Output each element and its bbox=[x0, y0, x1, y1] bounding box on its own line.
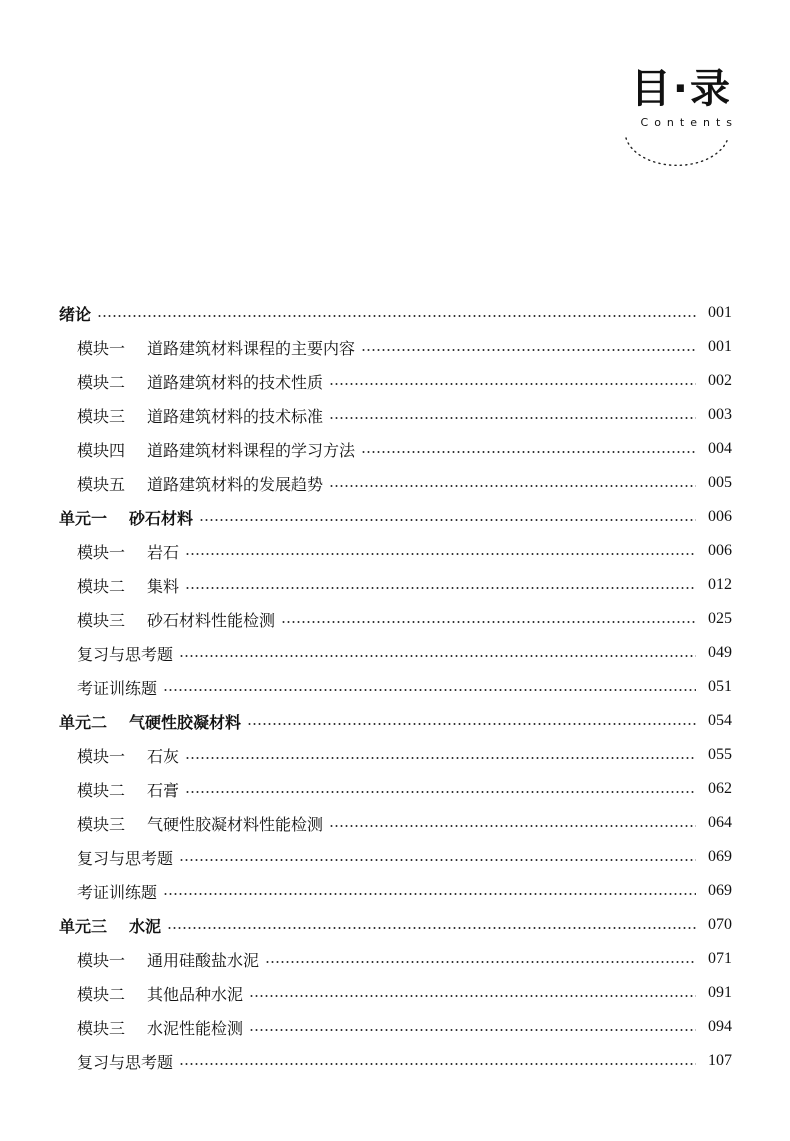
toc-page-number: 069 bbox=[708, 848, 732, 865]
toc-entry-title: 砂石材料性能检测 bbox=[147, 610, 276, 630]
toc-entry-title: 通用硅酸盐水泥 bbox=[147, 950, 260, 970]
toc-entry-row[interactable] bbox=[59, 364, 732, 398]
dot-leader bbox=[329, 825, 696, 827]
toc-entry-label bbox=[77, 404, 323, 427]
toc-page-number: 049 bbox=[708, 644, 732, 661]
toc-entry-label bbox=[77, 336, 355, 359]
toc-entry-label bbox=[77, 1050, 173, 1073]
toc-page-number: 069 bbox=[708, 882, 732, 899]
toc-entry-row[interactable] bbox=[59, 466, 732, 500]
toc-page-number: 004 bbox=[708, 440, 732, 457]
toc-entry-label bbox=[77, 1016, 243, 1039]
toc-entry-title: 考证训练题 bbox=[77, 882, 158, 902]
toc-entry-module: 模块二 bbox=[77, 780, 126, 800]
toc-entry-row[interactable] bbox=[59, 772, 732, 806]
dotted-arc-decoration bbox=[622, 124, 732, 184]
toc-entry-title: 砂石材料 bbox=[129, 508, 194, 528]
toc-entry-title: 复习与思考题 bbox=[77, 848, 174, 868]
toc-page-number: 003 bbox=[708, 406, 732, 423]
toc-entry-module: 单元三 bbox=[59, 916, 108, 936]
toc-entry-title: 绪论 bbox=[59, 304, 92, 324]
toc-entry-label bbox=[59, 710, 241, 733]
toc-page-number: 001 bbox=[708, 338, 732, 355]
toc-entry-row[interactable] bbox=[59, 432, 732, 466]
toc-entry-module: 模块四 bbox=[77, 440, 126, 460]
toc-page-number: 012 bbox=[708, 576, 732, 593]
toc-entry-row[interactable] bbox=[59, 942, 732, 976]
toc-entry-label bbox=[77, 642, 173, 665]
dot-leader bbox=[361, 451, 696, 453]
dot-leader bbox=[179, 655, 696, 657]
toc-entry-title: 石膏 bbox=[147, 780, 180, 800]
toc-entry-title: 集料 bbox=[147, 576, 180, 596]
toc-entry-label bbox=[77, 880, 157, 903]
toc-entry-label bbox=[77, 472, 323, 495]
toc-entry-module: 模块三 bbox=[77, 406, 126, 426]
toc-entry-row[interactable] bbox=[59, 636, 732, 670]
dot-leader bbox=[163, 689, 696, 691]
toc-entry-row[interactable] bbox=[59, 840, 732, 874]
toc-entry-module: 模块一 bbox=[77, 950, 126, 970]
toc-page-number: 006 bbox=[708, 508, 732, 525]
toc-entry-label bbox=[77, 608, 275, 631]
toc-entry-module: 单元一 bbox=[59, 508, 108, 528]
toc-page-number: 071 bbox=[708, 950, 732, 967]
toc-page-number: 005 bbox=[708, 474, 732, 491]
toc-entry-label bbox=[77, 744, 179, 767]
toc-page-number: 094 bbox=[708, 1018, 732, 1035]
dot-leader bbox=[329, 485, 696, 487]
dot-leader bbox=[185, 791, 696, 793]
toc-entry-row[interactable] bbox=[59, 1044, 732, 1078]
toc-page-number: 001 bbox=[708, 304, 732, 321]
toc-entry-row[interactable] bbox=[59, 670, 732, 704]
toc-entry-row[interactable] bbox=[59, 534, 732, 568]
toc-page-number: 064 bbox=[708, 814, 732, 831]
toc-page-number: 006 bbox=[708, 542, 732, 559]
toc-entry-label bbox=[59, 302, 91, 325]
toc-page-number: 002 bbox=[708, 372, 732, 389]
dot-leader bbox=[97, 315, 696, 317]
toc-entry-title: 石灰 bbox=[147, 746, 180, 766]
dot-leader bbox=[249, 995, 696, 997]
toc-page-number: 025 bbox=[708, 610, 732, 627]
toc-entry-module: 模块一 bbox=[77, 746, 126, 766]
dot-leader bbox=[185, 553, 696, 555]
dot-leader bbox=[199, 519, 696, 521]
toc-entry-title: 道路建筑材料课程的主要内容 bbox=[147, 338, 356, 358]
toc-entry-title: 其他品种水泥 bbox=[147, 984, 244, 1004]
toc-entry-module: 模块二 bbox=[77, 372, 126, 392]
toc-entry-label bbox=[77, 846, 173, 869]
toc-page-number: 055 bbox=[708, 746, 732, 763]
toc-entry-title: 气硬性胶凝材料 bbox=[129, 712, 242, 732]
toc-page-number: 054 bbox=[708, 712, 732, 729]
toc-entry-title: 道路建筑材料的技术性质 bbox=[147, 372, 324, 392]
dot-leader bbox=[179, 859, 696, 861]
toc-entry-row[interactable] bbox=[59, 398, 732, 432]
toc-entry-row[interactable] bbox=[59, 806, 732, 840]
page-subtitle: Contents bbox=[640, 116, 738, 129]
toc-entry-row[interactable] bbox=[59, 976, 732, 1010]
toc-entry-row[interactable] bbox=[59, 568, 732, 602]
dot-leader bbox=[281, 621, 696, 623]
toc-page-number: 051 bbox=[708, 678, 732, 695]
toc-entry-label bbox=[77, 574, 179, 597]
toc-entry-module: 模块五 bbox=[77, 474, 126, 494]
toc-entry-module: 模块一 bbox=[77, 338, 126, 358]
dot-leader bbox=[361, 349, 696, 351]
toc-page-number: 091 bbox=[708, 984, 732, 1001]
toc-entry-title: 岩石 bbox=[147, 542, 180, 562]
toc-unit-row[interactable] bbox=[59, 908, 732, 942]
toc-entry-label bbox=[77, 778, 179, 801]
toc-entry-title: 水泥 bbox=[129, 916, 162, 936]
dot-leader bbox=[185, 587, 696, 589]
toc-header bbox=[592, 64, 738, 184]
table-of-contents bbox=[59, 296, 732, 1078]
dot-leader bbox=[163, 893, 696, 895]
page-title: 目·录 bbox=[630, 66, 732, 112]
toc-entry-module: 模块三 bbox=[77, 610, 126, 630]
toc-entry-label bbox=[59, 506, 193, 529]
toc-entry-label bbox=[77, 370, 323, 393]
toc-entry-title: 水泥性能检测 bbox=[147, 1018, 244, 1038]
toc-unit-row[interactable] bbox=[59, 500, 732, 534]
toc-page-number: 107 bbox=[708, 1052, 732, 1069]
toc-page-number: 062 bbox=[708, 780, 732, 797]
toc-entry-module: 模块三 bbox=[77, 814, 126, 834]
toc-entry-label bbox=[77, 540, 179, 563]
toc-unit-row[interactable] bbox=[59, 704, 732, 738]
toc-entry-row[interactable] bbox=[59, 602, 732, 636]
dot-leader bbox=[265, 961, 696, 963]
toc-entry-row[interactable] bbox=[59, 1010, 732, 1044]
toc-entry-module: 模块一 bbox=[77, 542, 126, 562]
toc-entry-title: 复习与思考题 bbox=[77, 644, 174, 664]
toc-entry-row[interactable] bbox=[59, 330, 732, 364]
toc-entry-row[interactable] bbox=[59, 738, 732, 772]
toc-entry-label bbox=[77, 812, 323, 835]
toc-entry-label bbox=[77, 676, 157, 699]
toc-entry-title: 道路建筑材料课程的学习方法 bbox=[147, 440, 356, 460]
toc-entry-module: 模块三 bbox=[77, 1018, 126, 1038]
toc-entry-title: 考证训练题 bbox=[77, 678, 158, 698]
toc-entry-label bbox=[59, 914, 161, 937]
dot-leader bbox=[167, 927, 696, 929]
toc-page-number: 070 bbox=[708, 916, 732, 933]
toc-entry-title: 道路建筑材料的发展趋势 bbox=[147, 474, 324, 494]
dot-leader bbox=[179, 1063, 696, 1065]
toc-entry-title: 气硬性胶凝材料性能检测 bbox=[147, 814, 324, 834]
dot-leader bbox=[247, 723, 696, 725]
toc-entry-label bbox=[77, 982, 243, 1005]
toc-entry-module: 模块二 bbox=[77, 984, 126, 1004]
toc-entry-label bbox=[77, 438, 355, 461]
dot-leader bbox=[329, 383, 696, 385]
toc-entry-title: 道路建筑材料的技术标准 bbox=[147, 406, 324, 426]
toc-entry-module: 模块二 bbox=[77, 576, 126, 596]
toc-entry-label bbox=[77, 948, 259, 971]
dot-leader bbox=[249, 1029, 696, 1031]
toc-entry-title: 复习与思考题 bbox=[77, 1052, 174, 1072]
toc-entry-module: 单元二 bbox=[59, 712, 108, 732]
dot-leader bbox=[329, 417, 696, 419]
toc-entry-row[interactable] bbox=[59, 874, 732, 908]
dot-leader bbox=[185, 757, 696, 759]
toc-unit-row[interactable] bbox=[59, 296, 732, 330]
